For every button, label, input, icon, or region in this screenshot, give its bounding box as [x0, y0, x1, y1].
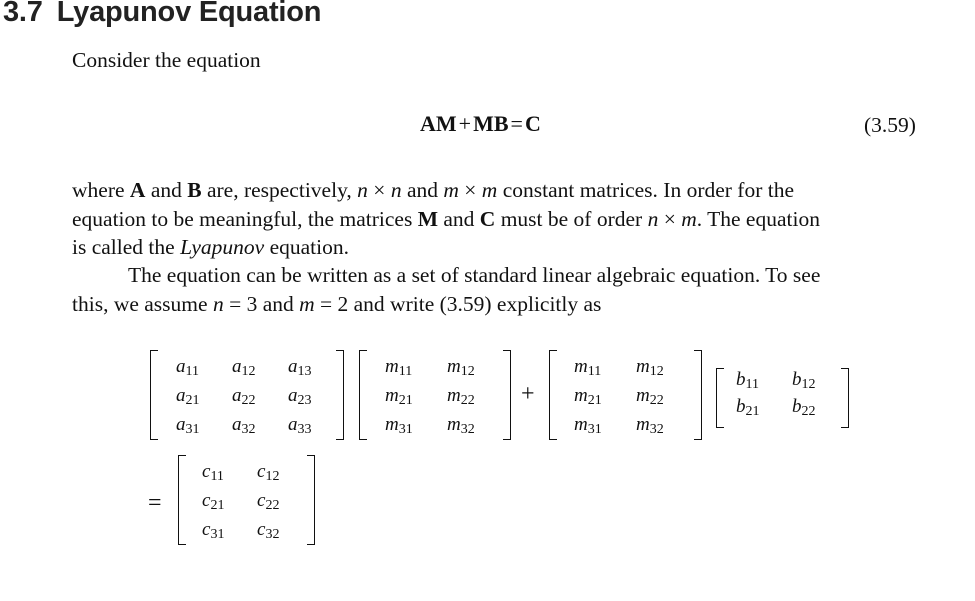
eq-plus: + — [458, 111, 472, 136]
matrix-a-entry: $a_{13}$ — [288, 356, 312, 379]
matrix-m1-left-bracket — [359, 350, 367, 440]
matrix-b-entry: $b_{11}$ — [736, 369, 759, 392]
matrix-c-entry: $c_{11}$ — [202, 461, 224, 484]
paragraph-2-line-2: this, we assume n = 3 and m = 2 and write (3.59) explicitly as — [72, 291, 602, 316]
eq-equals: = — [510, 111, 523, 136]
matrix-m2-right-bracket — [694, 350, 702, 440]
paragraph-1-line-3: is called the Lyapunov equation. — [72, 235, 350, 259]
paragraph-2-line-1: The equation can be written as a set of standard linear algebraic equation. To see — [128, 263, 821, 287]
matrix-m2-entry: $m_{21}$ — [574, 385, 602, 408]
plus-operator: + — [521, 381, 535, 407]
matrix-c-right-bracket — [307, 455, 315, 545]
matrix-m1-right-bracket — [503, 350, 511, 440]
eq-term-mb: MB — [473, 111, 509, 136]
eq-term-c: C — [524, 111, 541, 136]
matrix-c-entry: $c_{31}$ — [202, 519, 225, 542]
matrix-m2-entry: $m_{32}$ — [636, 414, 664, 437]
matrix-c-entry: $c_{12}$ — [257, 461, 280, 484]
matrix-c-entry: $c_{22}$ — [257, 490, 280, 513]
matrix-c-entry: $c_{21}$ — [202, 490, 225, 513]
paragraph-1-line-2: equation to be meaningful, the matrices M and C must be of order n × m. The equation — [72, 206, 820, 231]
intro-text: Consider the equation — [72, 48, 261, 72]
matrix-m1-entry: $m_{12}$ — [447, 356, 475, 379]
matrix-a-entry: $a_{23}$ — [288, 385, 312, 408]
eq-term-am: AM — [420, 111, 457, 136]
matrix-m1-entry: $m_{11}$ — [385, 356, 413, 379]
matrix-m1-entry: $m_{32}$ — [447, 414, 475, 437]
matrix-m1-entry: $m_{21}$ — [385, 385, 413, 408]
matrix-a-entry: $a_{33}$ — [288, 414, 312, 437]
matrix-b-left-bracket — [716, 368, 724, 428]
paragraph-1-line-1: where A and B are, respectively, n × n and m × m constant matrices. In order for the — [72, 178, 795, 202]
matrix-a-entry: $a_{21}$ — [176, 385, 200, 408]
matrix-m2-entry: $m_{31}$ — [574, 414, 602, 437]
equals-operator: = — [148, 490, 162, 516]
matrix-m1-entry: $m_{22}$ — [447, 385, 475, 408]
matrix-m2-entry: $m_{12}$ — [636, 356, 664, 379]
equation-number: (3.59) — [864, 113, 916, 137]
matrix-m2-entry: $m_{11}$ — [574, 356, 602, 379]
matrix-b-entry: $b_{22}$ — [792, 396, 816, 419]
matrix-c-left-bracket — [178, 455, 186, 545]
matrix-a-entry: $a_{22}$ — [232, 385, 256, 408]
matrix-b-entry: $b_{21}$ — [736, 396, 760, 419]
section-title: Lyapunov Equation — [56, 0, 322, 28]
matrix-a-entry: $a_{31}$ — [176, 414, 200, 437]
matrix-b-right-bracket — [841, 368, 849, 428]
matrix-m2-left-bracket — [549, 350, 557, 440]
matrix-m1-entry: $m_{31}$ — [385, 414, 413, 437]
matrix-a-entry: $a_{12}$ — [232, 356, 256, 379]
matrix-a-entry: $a_{11}$ — [176, 356, 199, 379]
matrix-c-entry: $c_{32}$ — [257, 519, 280, 542]
matrix-a-entry: $a_{32}$ — [232, 414, 256, 437]
matrix-m2-entry: $m_{22}$ — [636, 385, 664, 408]
matrix-a-left-bracket — [150, 350, 158, 440]
matrix-a-right-bracket — [336, 350, 344, 440]
matrix-b-entry: $b_{12}$ — [792, 369, 816, 392]
section-number: 3.7 — [3, 0, 43, 28]
